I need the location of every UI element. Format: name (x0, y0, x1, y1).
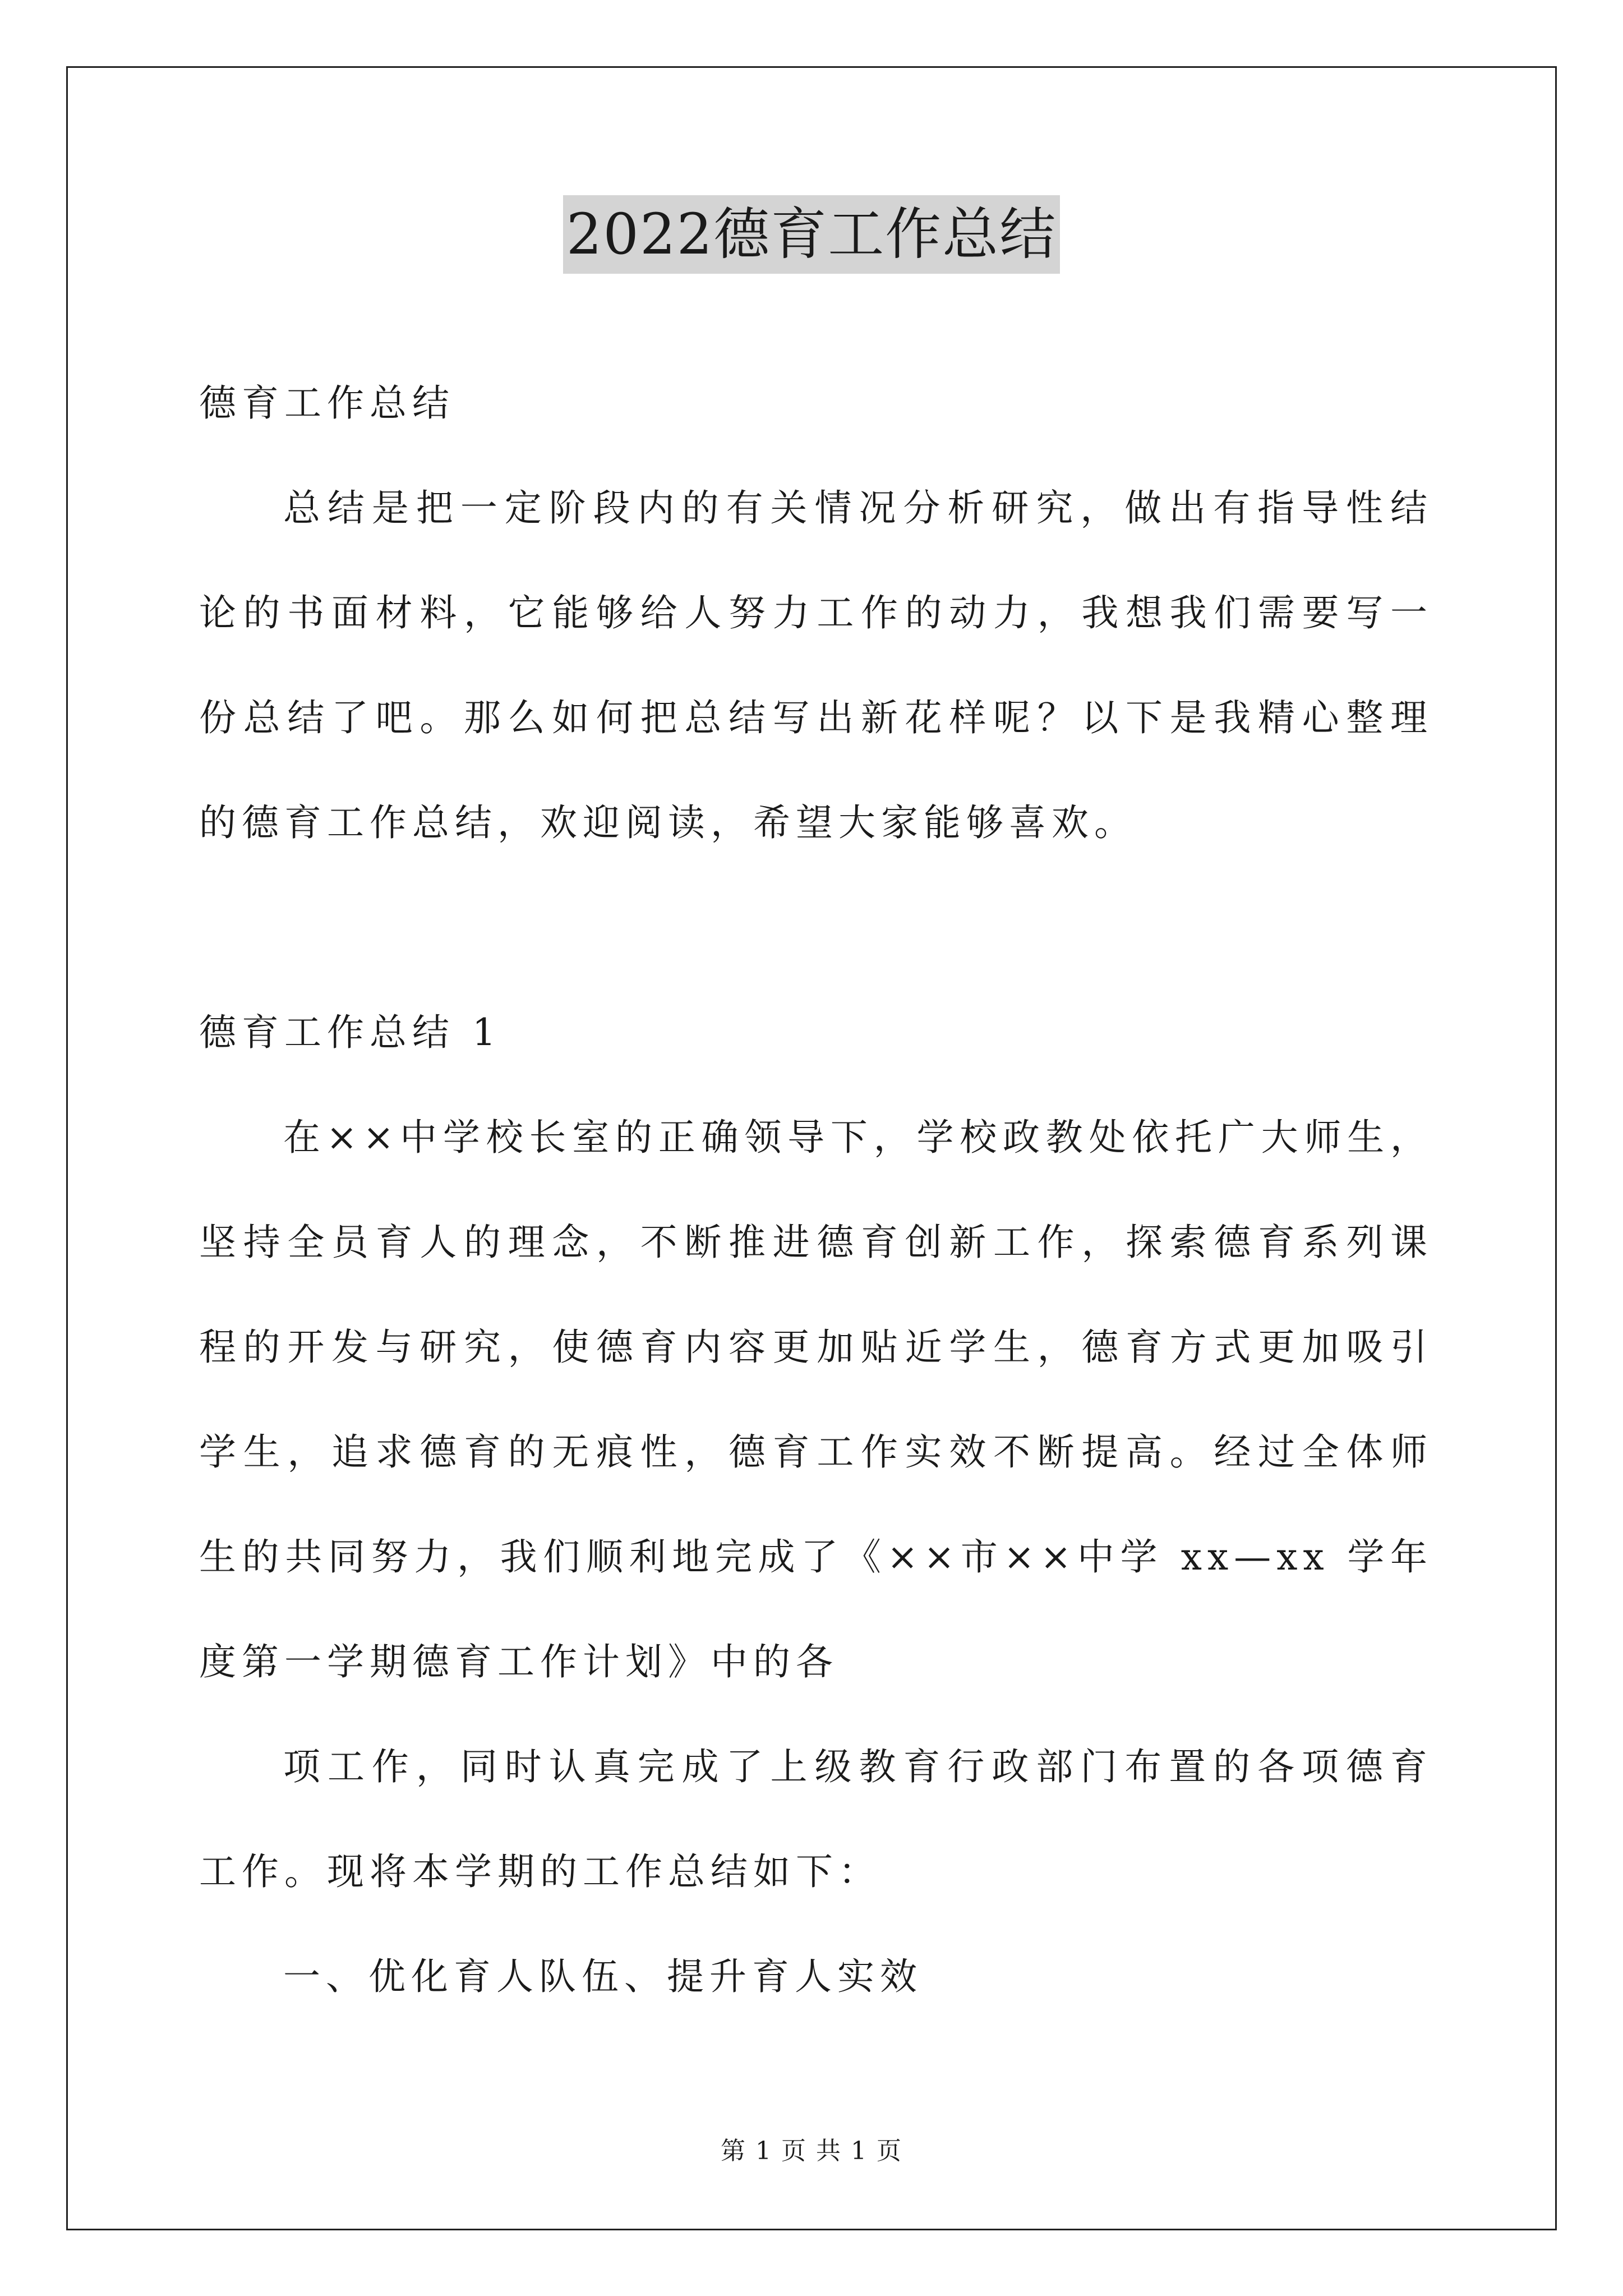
document-body (199, 351, 1433, 2029)
subsection-heading: 一、优化育人队伍、提升育人实效 (283, 1955, 923, 1998)
title-container (0, 195, 1623, 274)
spacer (199, 875, 1433, 980)
document-title: 2022德育工作总结 (563, 195, 1061, 274)
section-heading: 德育工作总结 (199, 381, 455, 425)
section-heading-1: 德育工作总结 1 (199, 1011, 501, 1054)
page-footer: 第 1 页 共 1 页 (721, 2137, 902, 2165)
body-paragraph: 项工作，同时认真完成了上级教育行政部门布置的各项德育工作。现将本学期的工作总结如下： (199, 1745, 1433, 1893)
intro-paragraph: 总结是把一定阶段内的有关情况分析研究，做出有指导性结论的书面材料，它能够给人努力工作的动力，我想我们需要写一份总结了吧。那么如何把总结写出新花样呢？以下是我精心整理的德育工作总结，欢迎阅读，希望大家能够喜欢。 (199, 486, 1433, 844)
body-paragraph: 在××中学校长室的正确领导下，学校政教处依托广大师生，坚持全员育人的理念，不断推进德育创新工作，探索德育系列课程的开发与研究，使德育内容更加贴近学生，德育方式更加吸引学生，追求德育的无痕性，德育工作实效不断提高。经过全体师生的共同努力，我们顺利地完成了《××市××中学 xx—xx 学年度第一学期德育工作计划》中的各 (199, 1116, 1433, 1683)
